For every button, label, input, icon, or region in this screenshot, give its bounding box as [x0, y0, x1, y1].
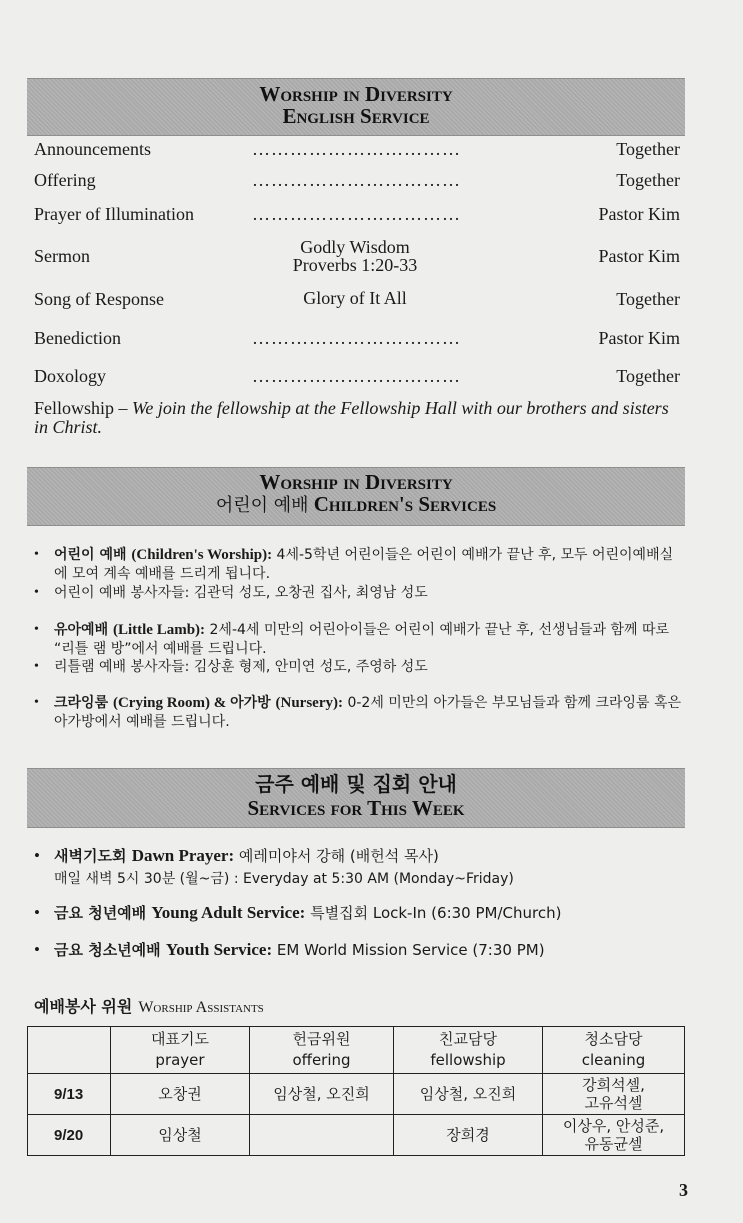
order-leader: Pastor Kim	[598, 328, 680, 348]
table-row	[28, 1074, 685, 1115]
date-cell: 9/20	[28, 1115, 111, 1156]
cleaning-line: 이상우, 안성준,	[562, 1117, 665, 1135]
english-service-banner	[27, 78, 685, 136]
item-ko: 크라잉룸	[54, 695, 113, 711]
bullet-icon: •	[34, 695, 39, 710]
sermon-scripture: Proverbs 1:20-33	[292, 255, 418, 275]
header-en: offering	[292, 1051, 351, 1069]
children-banner-subtitle	[27, 493, 685, 517]
week-banner-title: 금주 예배 및 집회 안내	[255, 772, 457, 796]
order-label: Song of Response	[34, 289, 164, 309]
header-ko: 청소담당	[584, 1030, 643, 1048]
cleaning-line: 유동균셀	[584, 1135, 643, 1153]
order-label: Offering	[34, 170, 96, 190]
bullet-icon: •	[34, 622, 39, 637]
item-text: 어린이 예배 봉사자들: 김관덕 성도, 오창권 집사, 최영남 성도	[54, 585, 428, 601]
bullet-icon: •	[34, 547, 39, 562]
fellowship-label: Fellowship –	[34, 398, 128, 418]
cleaning-line: 강희석셀,	[582, 1076, 645, 1094]
prayer-cell: 오창권	[111, 1074, 250, 1115]
children-banner-title: Worship in Diversity	[259, 470, 453, 494]
item-ko: 새벽기도회	[54, 847, 132, 865]
order-leader: Together	[616, 289, 680, 309]
order-row-announcements	[34, 139, 680, 163]
order-leader: Together	[616, 139, 680, 159]
week-item-young-adult	[34, 902, 694, 924]
order-dots: ……………………………	[252, 204, 461, 224]
week-item-text	[54, 845, 694, 890]
fellowship-text: We join the fellowship at the Fellowship Hall with our brothers and sisters in Christ.	[34, 398, 669, 437]
item-en: (Children's Worship):	[131, 547, 273, 563]
cleaning-cell	[543, 1115, 685, 1156]
header-ko: 헌금위원	[292, 1030, 351, 1048]
prayer-cell: 임상철	[111, 1115, 250, 1156]
offering-cell: 임상철, 오진희	[250, 1074, 394, 1115]
item-text: 2세-4세 미만의 어린아이들은 어린이 예배가 끝난 후, 선생님들과 함께 따로 “리틀 램 방”에서 예배를 드립니다.	[54, 622, 670, 657]
order-leader: Pastor Kim	[598, 204, 680, 224]
header-cell	[28, 1027, 111, 1074]
week-item-dawn	[34, 845, 694, 890]
order-leader: Pastor Kim	[598, 246, 680, 266]
item-ko: 금요 청년예배	[54, 904, 152, 922]
item-ko: 어린이 예배	[54, 547, 132, 563]
order-dots: ……………………………	[252, 170, 461, 190]
date-cell: 9/13	[28, 1074, 111, 1115]
children-banner-en: Children's Services	[313, 492, 497, 516]
assistants-title	[34, 994, 264, 1017]
order-row-sermon	[34, 238, 680, 278]
item-text: 리틀램 예배 봉사자들: 김상훈 형제, 안미연 성도, 주영하 성도	[54, 659, 428, 675]
table-header-row	[28, 1027, 685, 1074]
item-en: (Crying Room) &	[112, 695, 231, 711]
order-row-offering	[34, 170, 680, 194]
item-ko2: 아가방	[230, 695, 276, 711]
english-banner-title: Worship in Diversity	[259, 82, 453, 106]
children-item	[34, 546, 684, 584]
item-en2: (Nursery):	[275, 695, 343, 711]
item-text: 특별집회 Lock-In (6:30 PM/Church)	[305, 904, 562, 922]
fellowship-note	[34, 399, 674, 437]
cleaning-line: 고유석셀	[584, 1094, 643, 1112]
bullet-icon: •	[34, 846, 40, 865]
header-en: cleaning	[581, 1051, 646, 1069]
header-ko: 친교담당	[439, 1030, 497, 1048]
order-label: Prayer of Illumination	[34, 204, 194, 224]
item-text: EM World Mission Service (7:30 PM)	[272, 941, 545, 959]
header-cell	[394, 1027, 543, 1074]
week-services-banner	[27, 768, 685, 828]
children-item-text	[54, 621, 684, 659]
order-label: Doxology	[34, 366, 106, 386]
assistants-title-en: Worship Assistants	[138, 999, 264, 1016]
week-item-text	[54, 939, 694, 961]
item-text: 예레미야서 강해 (배헌석 목사)	[234, 847, 439, 865]
order-dots: ……………………………	[252, 366, 461, 386]
header-en: prayer	[155, 1051, 205, 1069]
fellowship-cell: 장희경	[394, 1115, 543, 1156]
order-dots: ……………………………	[252, 139, 461, 159]
bullet-icon: •	[34, 903, 40, 922]
order-row-benediction	[34, 328, 680, 352]
children-item-text	[54, 694, 684, 732]
children-service-banner	[27, 467, 685, 526]
header-cell	[543, 1027, 685, 1074]
children-banner-ko: 어린이 예배	[215, 495, 309, 516]
item-line2: 매일 새벽 5시 30분 (월~금) : Everyday at 5:30 AM (Monday~Friday)	[54, 871, 514, 887]
bullet-icon: •	[34, 659, 39, 674]
item-ko: 유아예배	[54, 622, 113, 638]
item-en: Young Adult Service:	[151, 903, 306, 922]
item-text: 0-2세 미만의 아가들은 부모님들과 함께 크라잉룸 혹은 아가방에서 예배를 드립니다.	[54, 695, 682, 730]
children-item	[34, 621, 684, 659]
fellowship-cell: 임상철, 오진희	[394, 1074, 543, 1115]
week-item-youth	[34, 939, 694, 961]
item-en: (Little Lamb):	[112, 622, 206, 638]
order-label: Announcements	[34, 139, 151, 159]
header-cell	[250, 1027, 394, 1074]
children-item	[34, 584, 684, 602]
order-row-prayer	[34, 204, 680, 228]
sermon-title: Godly Wisdom	[300, 237, 410, 257]
english-banner-subtitle: English Service	[282, 104, 430, 128]
order-row-doxology	[34, 366, 680, 390]
assistants-table	[27, 1026, 685, 1156]
item-text: 4세-5학년 어린이들은 어린이 예배가 끝난 후, 모두 어린이예배실에 모여 계속 예배를 드리게 됩니다.	[54, 547, 674, 582]
order-leader: Together	[616, 170, 680, 190]
order-row-song	[34, 289, 680, 313]
header-en: fellowship	[430, 1051, 506, 1069]
children-item	[34, 694, 684, 732]
children-item	[34, 658, 684, 676]
cleaning-cell	[543, 1074, 685, 1115]
order-dots: ……………………………	[252, 328, 461, 348]
header-ko: 대표기도	[151, 1030, 209, 1048]
offering-cell	[250, 1115, 394, 1156]
table-row	[28, 1115, 685, 1156]
item-ko: 금요 청소년예배	[54, 941, 166, 959]
assistants-title-ko: 예배봉사 위원	[34, 997, 133, 1016]
page-number: 3	[679, 1180, 688, 1200]
order-label: Benediction	[34, 328, 121, 348]
item-en: Dawn Prayer:	[131, 846, 235, 865]
order-label: Sermon	[34, 246, 90, 266]
item-en: Youth Service:	[165, 940, 273, 959]
order-leader: Together	[616, 366, 680, 386]
children-item-text	[54, 546, 684, 584]
header-cell	[111, 1027, 250, 1074]
week-banner-subtitle: Services for This Week	[247, 796, 465, 820]
song-title: Glory of It All	[303, 288, 407, 308]
bullet-icon: •	[34, 585, 39, 600]
bullet-icon: •	[34, 940, 40, 959]
week-item-text	[54, 902, 694, 924]
